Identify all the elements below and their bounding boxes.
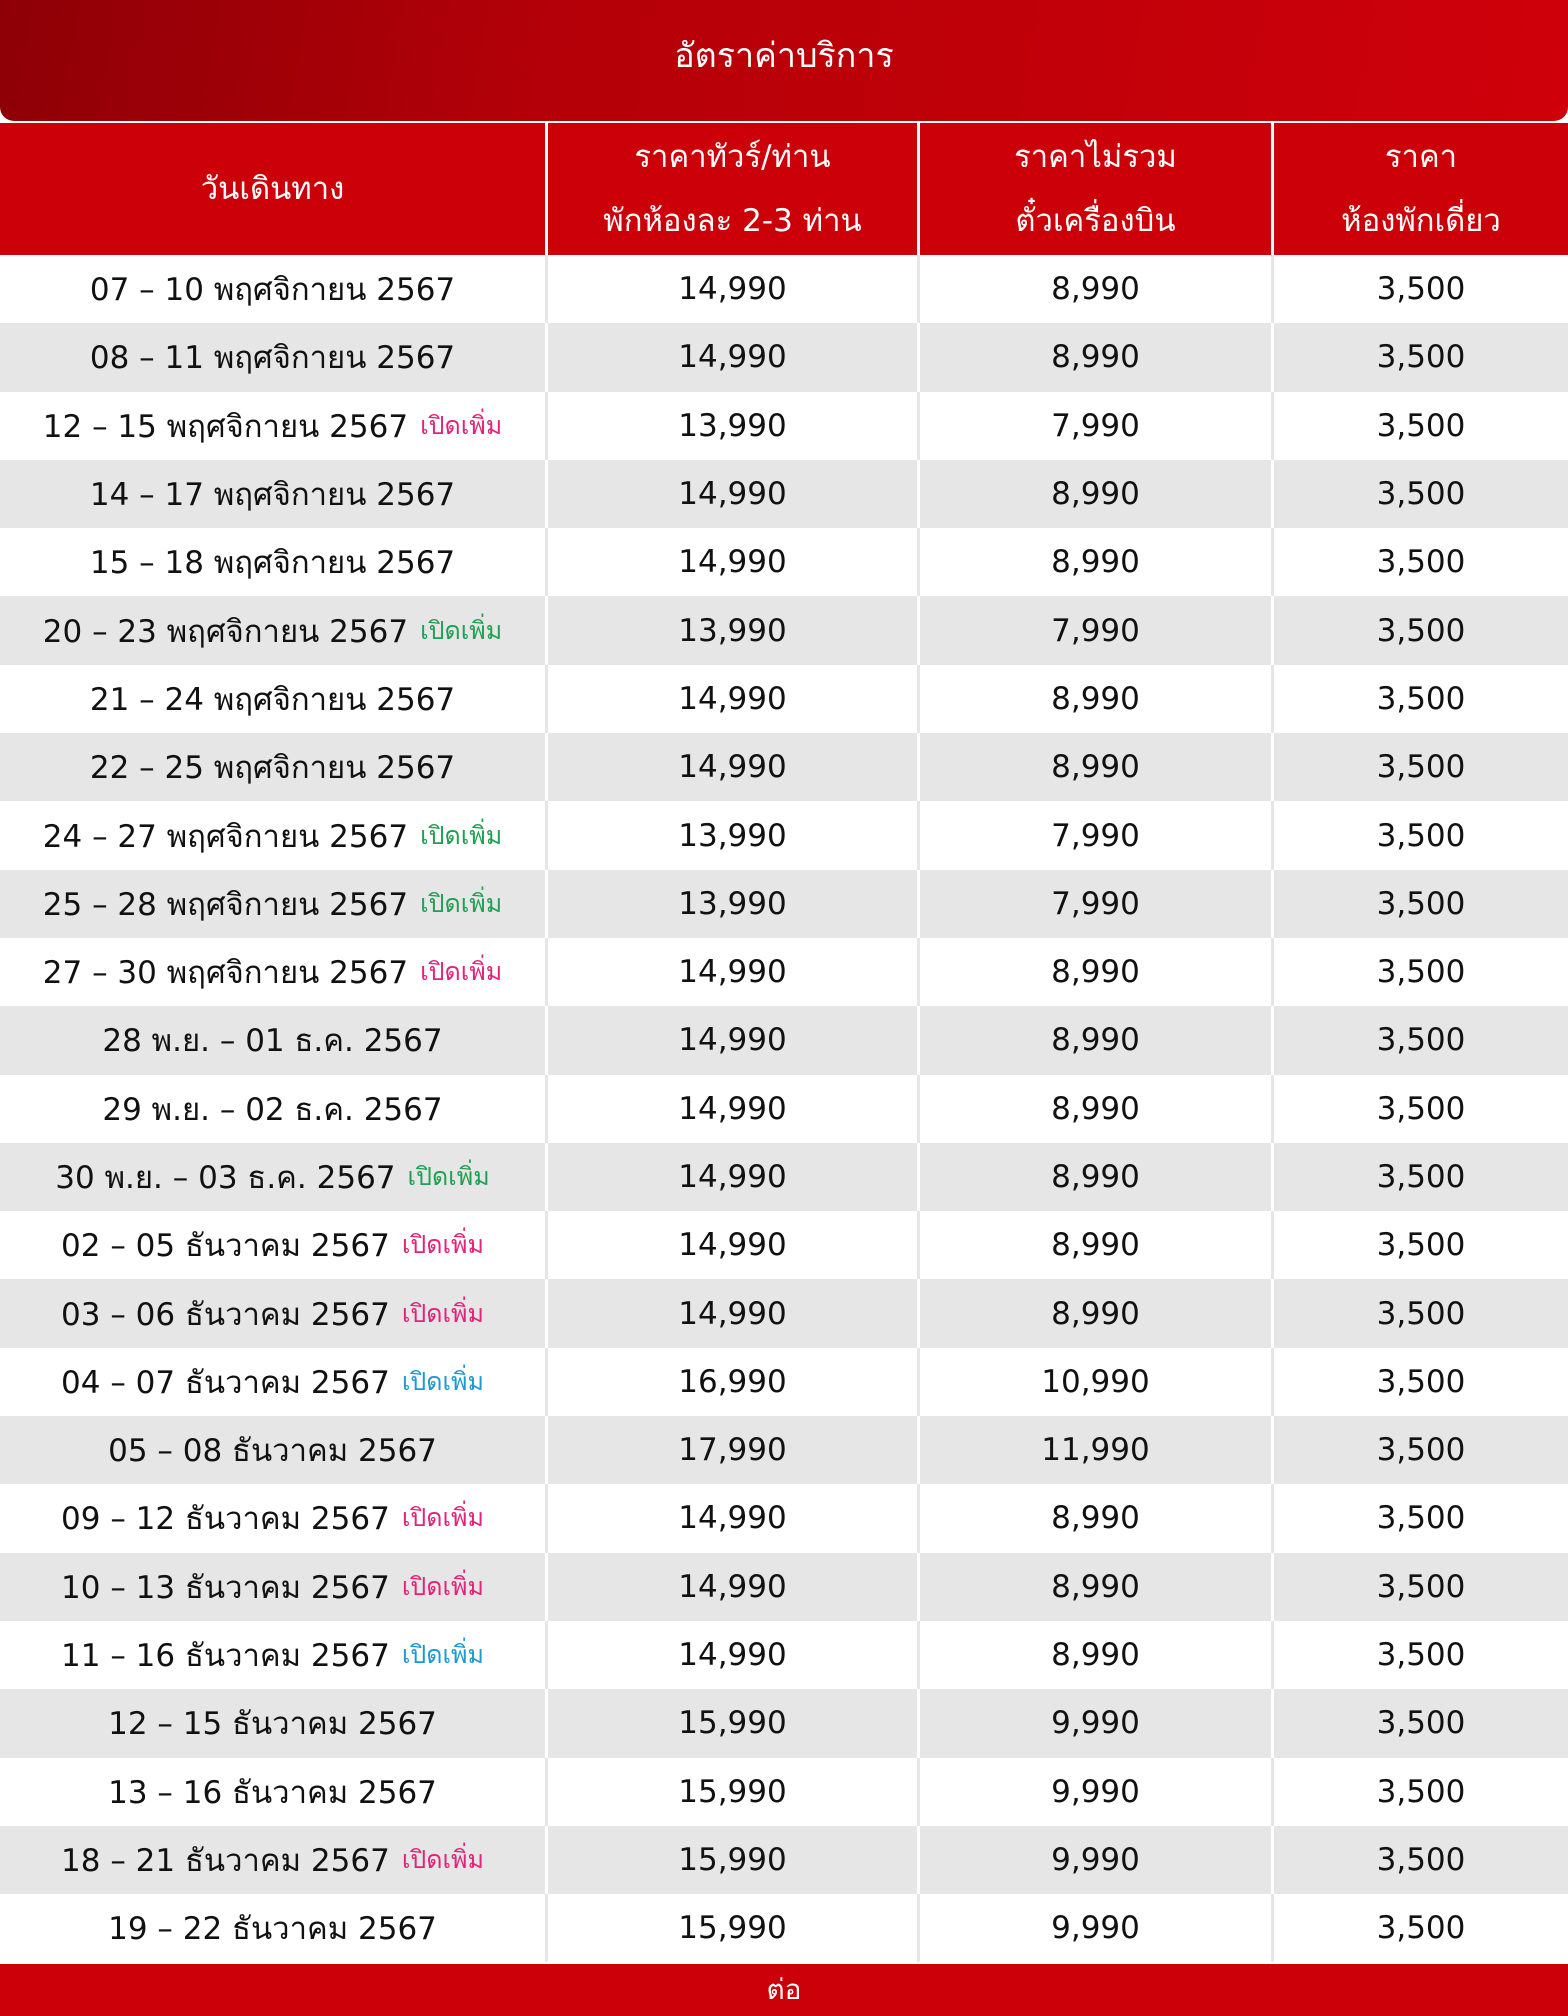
table-row bbox=[0, 460, 1568, 528]
added-departure-tag: เปิดเพิ่ม bbox=[420, 615, 503, 645]
tour-price-cell: 15,990 bbox=[548, 1689, 920, 1757]
no-flight-price-cell: 8,990 bbox=[920, 528, 1274, 596]
single-room-price-cell: 3,500 bbox=[1376, 1705, 1466, 1742]
tour-price-cell: 14,990 bbox=[548, 1484, 920, 1552]
table-row bbox=[0, 733, 1568, 801]
table-row bbox=[0, 1006, 1568, 1074]
no-flight-price-cell: 8,990 bbox=[920, 255, 1274, 323]
tour-price-cell: 14,990 bbox=[548, 1279, 920, 1347]
single-room-price-cell: 3,500 bbox=[1376, 407, 1466, 444]
travel-date: 04 – 07 ธันวาคม 2567 bbox=[61, 1364, 390, 1401]
no-flight-price-cell: 9,990 bbox=[920, 1758, 1274, 1826]
single-room-price-cell: 3,500 bbox=[1376, 749, 1466, 786]
table-row bbox=[0, 1416, 1568, 1484]
header-single-room: ราคา ห้องพักเดี่ยว bbox=[1341, 139, 1501, 239]
added-departure-tag: เปิดเพิ่ม bbox=[401, 1640, 484, 1670]
single-room-price-cell: 3,500 bbox=[1376, 1432, 1466, 1469]
tour-price-cell: 17,990 bbox=[548, 1416, 920, 1484]
table-row bbox=[0, 1348, 1568, 1416]
travel-date: 13 – 16 ธันวาคม 2567 bbox=[108, 1774, 437, 1811]
table-row bbox=[0, 1143, 1568, 1211]
table-row bbox=[0, 596, 1568, 664]
table-row bbox=[0, 255, 1568, 323]
added-departure-tag: เปิดเพิ่ม bbox=[407, 1162, 490, 1191]
single-room-price-cell: 3,500 bbox=[1376, 1568, 1466, 1605]
travel-date: 21 – 24 พฤศจิกายน 2567 bbox=[89, 681, 456, 718]
travel-date: 18 – 21 ธันวาคม 2567 bbox=[61, 1842, 390, 1879]
tour-price-cell: 14,990 bbox=[548, 733, 920, 801]
single-room-price-cell: 3,500 bbox=[1376, 476, 1466, 513]
added-departure-tag: เปิดเพิ่ม bbox=[420, 957, 503, 987]
date-cell bbox=[0, 1143, 548, 1211]
header-no-flight-price: ราคาไม่รวม ตั๋วเครื่องบิน bbox=[920, 123, 1274, 255]
table-row bbox=[0, 1621, 1568, 1689]
no-flight-price-cell: 8,990 bbox=[920, 323, 1274, 391]
single-room-price-cell: 3,500 bbox=[1376, 1159, 1466, 1195]
single-room-price-cell: 3,500 bbox=[1376, 1637, 1466, 1674]
tour-price-cell: 14,990 bbox=[548, 1075, 920, 1143]
travel-date: 09 – 12 ธันวาคม 2567 bbox=[61, 1501, 390, 1538]
tour-price-cell: 14,990 bbox=[548, 1553, 920, 1621]
no-flight-price-cell: 8,990 bbox=[920, 1553, 1274, 1621]
single-room-price-cell: 3,500 bbox=[1376, 1022, 1466, 1059]
table-row bbox=[0, 1689, 1568, 1757]
date-cell bbox=[0, 1075, 548, 1143]
page-title: อัตราค่าบริการ bbox=[674, 35, 894, 76]
single-room-price-cell: 3,500 bbox=[1376, 1841, 1466, 1878]
single-room-price-cell: 3,500 bbox=[1376, 1773, 1466, 1810]
tour-price-cell: 14,990 bbox=[548, 938, 920, 1006]
no-flight-price-cell: 7,990 bbox=[920, 801, 1274, 869]
no-flight-price-cell: 8,990 bbox=[920, 665, 1274, 733]
date-cell bbox=[0, 323, 548, 391]
added-departure-tag: เปิดเพิ่ม bbox=[401, 1298, 484, 1328]
no-flight-price-cell: 9,990 bbox=[920, 1689, 1274, 1757]
no-flight-price-cell: 7,990 bbox=[920, 392, 1274, 460]
date-cell bbox=[0, 1348, 548, 1416]
travel-date: 28 พ.ย. – 01 ธ.ค. 2567 bbox=[102, 1023, 443, 1060]
no-flight-price-cell: 8,990 bbox=[920, 1484, 1274, 1552]
travel-date: 29 พ.ย. – 02 ธ.ค. 2567 bbox=[102, 1091, 443, 1128]
table-row bbox=[0, 938, 1568, 1006]
table-row bbox=[0, 870, 1568, 938]
tour-price-cell: 14,990 bbox=[548, 323, 920, 391]
tour-price-cell: 14,990 bbox=[548, 665, 920, 733]
added-departure-tag: เปิดเพิ่ม bbox=[401, 1844, 484, 1874]
date-cell bbox=[0, 665, 548, 733]
travel-date: 08 – 11 พฤศจิกายน 2567 bbox=[89, 340, 456, 377]
single-room-price-cell: 3,500 bbox=[1376, 1227, 1466, 1264]
no-flight-price-cell: 10,990 bbox=[920, 1348, 1274, 1416]
date-cell bbox=[0, 733, 548, 801]
travel-date: 14 – 17 พฤศจิกายน 2567 bbox=[89, 477, 456, 514]
travel-date: 03 – 06 ธันวาคม 2567 bbox=[61, 1296, 390, 1333]
tour-price-cell: 14,990 bbox=[548, 255, 920, 323]
travel-date: 30 พ.ย. – 03 ธ.ค. 2567 bbox=[55, 1160, 396, 1196]
table-row bbox=[0, 1075, 1568, 1143]
table-row bbox=[0, 1894, 1568, 1962]
header-tour-price: ราคาทัวร์/ท่าน พักห้องละ 2-3 ท่าน bbox=[548, 123, 920, 255]
table-row bbox=[0, 392, 1568, 460]
date-cell bbox=[0, 1006, 548, 1074]
travel-date: 10 – 13 ธันวาคม 2567 bbox=[61, 1569, 390, 1606]
table-header bbox=[0, 123, 1568, 255]
no-flight-price-cell: 7,990 bbox=[920, 596, 1274, 664]
tour-price-cell: 14,990 bbox=[548, 528, 920, 596]
date-cell bbox=[0, 870, 548, 938]
date-cell bbox=[0, 1484, 548, 1552]
table-body bbox=[0, 255, 1568, 1962]
no-flight-price-cell: 8,990 bbox=[920, 1075, 1274, 1143]
date-cell bbox=[0, 392, 548, 460]
date-cell bbox=[0, 1826, 548, 1894]
no-flight-price-cell: 11,990 bbox=[920, 1416, 1274, 1484]
date-cell bbox=[0, 596, 548, 664]
tour-price-cell: 15,990 bbox=[548, 1826, 920, 1894]
date-cell bbox=[0, 938, 548, 1006]
date-cell bbox=[0, 460, 548, 528]
date-cell bbox=[0, 1894, 548, 1962]
no-flight-price-cell: 7,990 bbox=[920, 870, 1274, 938]
table-row bbox=[0, 1758, 1568, 1826]
travel-date: 12 – 15 ธันวาคม 2567 bbox=[108, 1706, 437, 1743]
date-cell bbox=[0, 1211, 548, 1279]
no-flight-price-cell: 8,990 bbox=[920, 1211, 1274, 1279]
date-cell bbox=[0, 1758, 548, 1826]
single-room-price-cell: 3,500 bbox=[1376, 1295, 1466, 1332]
single-room-price-cell: 3,500 bbox=[1376, 339, 1466, 376]
title-banner bbox=[0, 0, 1568, 121]
travel-date: 07 – 10 พฤศจิกายน 2567 bbox=[89, 272, 456, 309]
single-room-price-cell: 3,500 bbox=[1376, 1090, 1466, 1127]
table-row bbox=[0, 323, 1568, 391]
single-room-price-cell: 3,500 bbox=[1376, 612, 1466, 649]
travel-date: 11 – 16 ธันวาคม 2567 bbox=[61, 1638, 390, 1675]
header-date: วันเดินทาง bbox=[0, 123, 548, 255]
date-cell bbox=[0, 1416, 548, 1484]
tour-price-cell: 14,990 bbox=[548, 1211, 920, 1279]
added-departure-tag: เปิดเพิ่ม bbox=[401, 1571, 484, 1601]
footer-continue-label: ต่อ bbox=[766, 1973, 802, 2006]
table-row bbox=[0, 1211, 1568, 1279]
tour-price-cell: 13,990 bbox=[548, 801, 920, 869]
table-row bbox=[0, 1484, 1568, 1552]
travel-date: 05 – 08 ธันวาคม 2567 bbox=[108, 1433, 437, 1470]
table-row bbox=[0, 1279, 1568, 1347]
travel-date: 22 – 25 พฤศจิกายน 2567 bbox=[89, 750, 456, 787]
table-row bbox=[0, 801, 1568, 869]
no-flight-price-cell: 8,990 bbox=[920, 460, 1274, 528]
travel-date: 20 – 23 พฤศจิกายน 2567 bbox=[42, 613, 409, 650]
single-room-price-cell: 3,500 bbox=[1376, 1500, 1466, 1537]
single-room-price-cell: 3,500 bbox=[1376, 1363, 1466, 1400]
single-room-price-cell: 3,500 bbox=[1376, 544, 1466, 581]
tour-price-cell: 13,990 bbox=[548, 596, 920, 664]
no-flight-price-cell: 8,990 bbox=[920, 1143, 1274, 1211]
table-row bbox=[0, 665, 1568, 733]
tour-price-cell: 14,990 bbox=[548, 1143, 920, 1211]
added-departure-tag: เปิดเพิ่ม bbox=[420, 410, 503, 440]
travel-date: 02 – 05 ธันวาคม 2567 bbox=[61, 1228, 390, 1265]
date-cell bbox=[0, 255, 548, 323]
added-departure-tag: เปิดเพิ่ม bbox=[401, 1230, 484, 1260]
single-room-price-cell: 3,500 bbox=[1376, 954, 1466, 991]
added-departure-tag: เปิดเพิ่ม bbox=[420, 820, 503, 850]
tour-price-cell: 13,990 bbox=[548, 870, 920, 938]
table-row bbox=[0, 1553, 1568, 1621]
tour-price-cell: 14,990 bbox=[548, 460, 920, 528]
travel-date: 12 – 15 พฤศจิกายน 2567 bbox=[42, 408, 409, 445]
date-cell bbox=[0, 1621, 548, 1689]
tour-price-cell: 14,990 bbox=[548, 1006, 920, 1074]
single-room-price-cell: 3,500 bbox=[1376, 885, 1466, 922]
no-flight-price-cell: 8,990 bbox=[920, 1006, 1274, 1074]
single-room-price-cell: 3,500 bbox=[1376, 817, 1466, 854]
single-room-price-cell: 3,500 bbox=[1376, 680, 1466, 717]
table-row bbox=[0, 1826, 1568, 1894]
tour-price-cell: 15,990 bbox=[548, 1758, 920, 1826]
no-flight-price-cell: 8,990 bbox=[920, 938, 1274, 1006]
date-cell bbox=[0, 528, 548, 596]
no-flight-price-cell: 9,990 bbox=[920, 1826, 1274, 1894]
travel-date: 27 – 30 พฤศจิกายน 2567 bbox=[42, 955, 409, 992]
no-flight-price-cell: 8,990 bbox=[920, 1279, 1274, 1347]
travel-date: 15 – 18 พฤศจิกายน 2567 bbox=[89, 545, 456, 582]
date-cell bbox=[0, 1689, 548, 1757]
no-flight-price-cell: 8,990 bbox=[920, 733, 1274, 801]
added-departure-tag: เปิดเพิ่ม bbox=[420, 888, 503, 918]
added-departure-tag: เปิดเพิ่ม bbox=[401, 1366, 484, 1396]
travel-date: 25 – 28 พฤศจิกายน 2567 bbox=[42, 886, 409, 923]
added-departure-tag: เปิดเพิ่ม bbox=[401, 1503, 484, 1533]
no-flight-price-cell: 8,990 bbox=[920, 1621, 1274, 1689]
date-cell bbox=[0, 801, 548, 869]
no-flight-price-cell: 9,990 bbox=[920, 1894, 1274, 1962]
date-cell bbox=[0, 1279, 548, 1347]
tour-price-cell: 13,990 bbox=[548, 392, 920, 460]
travel-date: 19 – 22 ธันวาคม 2567 bbox=[108, 1911, 437, 1948]
date-cell bbox=[0, 1553, 548, 1621]
single-room-price-cell: 3,500 bbox=[1376, 271, 1466, 308]
tour-price-cell: 16,990 bbox=[548, 1348, 920, 1416]
tour-price-cell: 15,990 bbox=[548, 1894, 920, 1962]
tour-price-cell: 14,990 bbox=[548, 1621, 920, 1689]
travel-date: 24 – 27 พฤศจิกายน 2567 bbox=[42, 818, 409, 855]
single-room-price-cell: 3,500 bbox=[1376, 1910, 1466, 1947]
footer-banner bbox=[0, 1964, 1568, 2016]
table-row bbox=[0, 528, 1568, 596]
